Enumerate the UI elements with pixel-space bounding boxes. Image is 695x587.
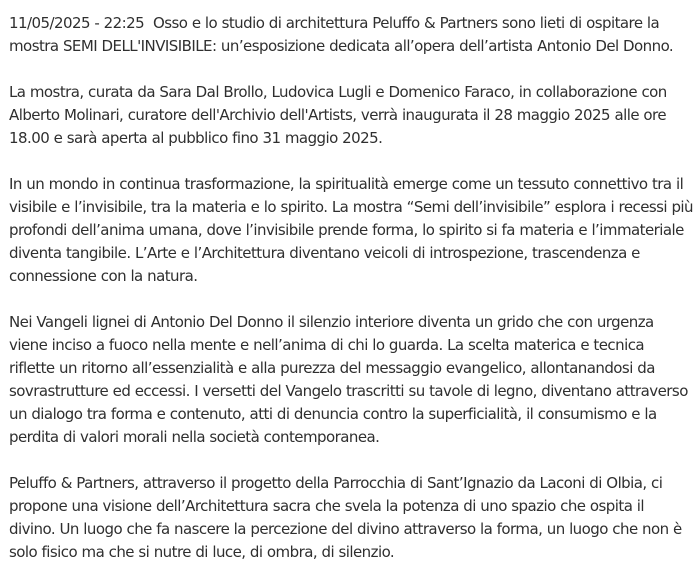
paragraph-peluffo: Peluffo & Partners, attraverso il progetto della Parrocchia di Sant’Ignazio da Laconi di Olbia, ci propone una visione dell’Architettura sacra che svela la potenza di uno spazio che ospita il divino. Un luogo che fa nascere la percezione del divino attraverso la forma, un luogo che non è solo fisico ma che si nutre di luce, di ombra, di silenzio.: [9, 474, 682, 561]
paragraph-vangeli: Nei Vangeli lignei di Antonio Del Donno il silenzio interiore diventa un grido che con urgenza viene inciso a fuoco nella mente e nell’anima di chi lo guarda. La scelta materica e tecnica riflette un ritorno all’essenzialità e alla purezza del messaggio evangelico, allontanandosi da sovrastrutture ed eccessi. I versetti del Vangelo trascritti su tavole di legno, diventano attraverso un dialogo tra forma e contenuto, atti di denuncia contro la superficialità, il consumismo e la perdita di valori morali nella società contemporanea.: [9, 313, 688, 446]
paragraph-curators: La mostra, curata da Sara Dal Brollo, Ludovica Lugli e Domenico Faraco, in collaborazione con Alberto Molinari, curatore dell'Archivio dell'Artists, verrà inaugurata il 28 maggio 2025 alle ore 18.00 e sarà aperta al pubblico fino 31 maggio 2025.: [9, 83, 667, 147]
article-body: [9, 12, 693, 564]
article-date: 11/05/2025 - 22:25: [9, 14, 145, 32]
paragraph-spirituality: In un mondo in continua trasformazione, la spiritualità emerge come un tessuto connettivo tra il visibile e l’invisibile, tra la materia e lo spirito. La mostra “Semi dell’invisibile” esplora i recessi più profondi dell’anima umana, dove l’invisibile prende forma, lo spirito si fa materia e l’immateriale diventa tangibile. L’Arte e l’Architettura diventano veicoli di introspezione, trascendenza e connessione con la natura.: [9, 175, 694, 285]
intro-paragraph: [9, 12, 693, 58]
intro-text: Osso e lo studio di architettura Peluffo & Partners sono lieti di ospitare la mostra SEMI DELL'INVISIBILE: un’esposizione dedicata all’opera dell’artista Antonio Del Donno.: [9, 14, 674, 55]
